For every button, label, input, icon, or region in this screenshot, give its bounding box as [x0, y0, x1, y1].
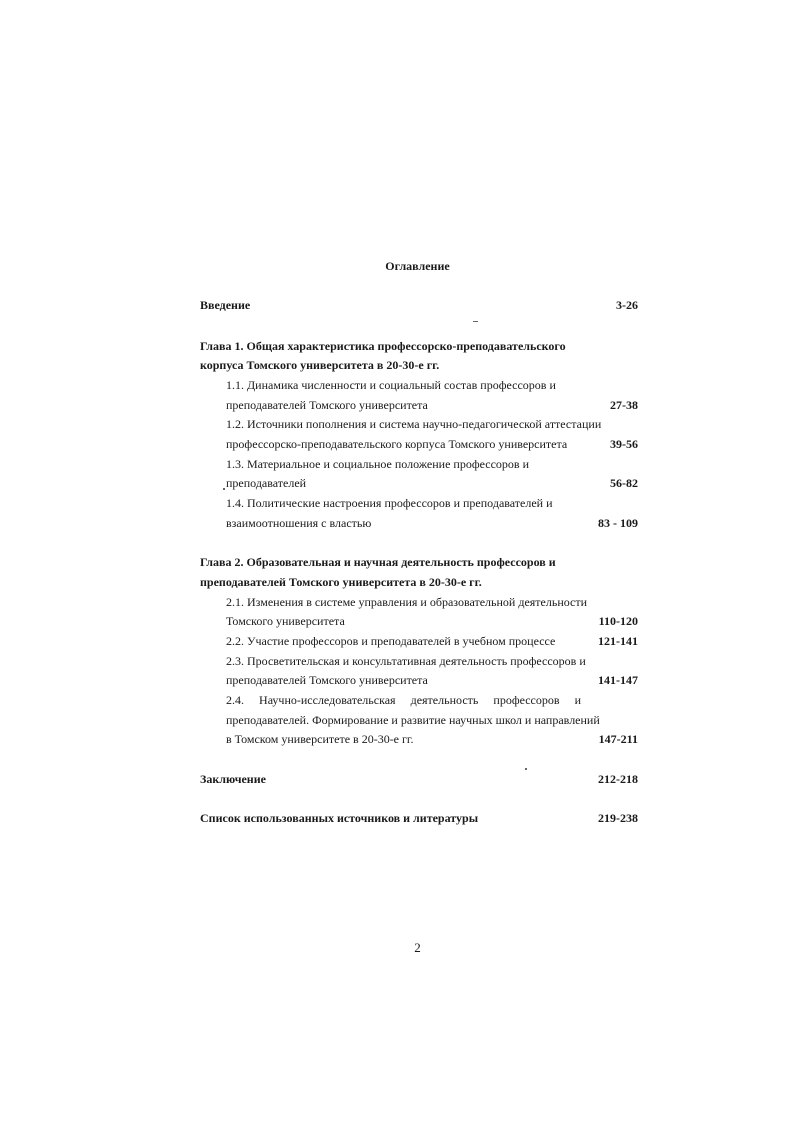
toc-entry-label: преподавателей Томского университета — [226, 673, 428, 687]
toc-entry-pages: 39-56 — [610, 437, 638, 451]
toc-entry-label: Список использованных источников и литературы — [200, 811, 479, 825]
toc-word: деятельность — [410, 693, 479, 707]
toc-entry-pages: 219-238 — [598, 811, 638, 825]
toc-entry-1-1-line-1: 1.1. Динамика численности и социальный состав профессоров и — [226, 378, 556, 392]
toc-entry-sources — [200, 810, 638, 826]
toc-entry-label: 2.2. Участие профессоров и преподавателей в учебном процессе — [226, 634, 556, 648]
toc-entry-label: профессорско-преподавательского корпуса Томского университета — [226, 437, 568, 451]
toc-entry-pages: 147-211 — [598, 732, 638, 746]
toc-entry-1-3-line-1: 1.3. Материальное и социальное положение профессоров и — [226, 457, 529, 471]
toc-entry-1-1-line-2 — [226, 397, 638, 413]
toc-entry-intro — [200, 297, 638, 313]
toc-entry-2-1-line-1: 2.1. Изменения в системе управления и образовательной деятельности — [226, 595, 588, 609]
toc-entry-label: Введение — [200, 298, 251, 312]
toc-entry-1-2-line-2 — [226, 436, 638, 452]
chapter-1-heading-line-1: Глава 1. Общая характеристика профессорско-преподавательского — [200, 339, 566, 353]
toc-entry-2-4-line-2: преподавателей. Формирование и развитие научных школ и направлений — [226, 713, 600, 727]
toc-entry-1-3-line-2 — [226, 475, 638, 491]
toc-entry-pages: 110-120 — [598, 614, 638, 628]
toc-entry-label: в Томском университете в 20-30-е гг. — [226, 732, 414, 746]
toc-entry-2-4-line-3 — [226, 731, 638, 747]
toc-entry-pages: 56-82 — [610, 476, 638, 490]
toc-entry-1-4-line-1: 1.4. Политические настроения профессоров и преподавателей и — [226, 496, 553, 510]
toc-word: 2.4. — [226, 693, 244, 707]
toc-entry-label: Заключение — [200, 772, 266, 786]
chapter-2-heading-line-1: Глава 2. Образовательная и научная деятельность профессоров и — [200, 555, 556, 569]
toc-entry-pages: 27-38 — [610, 398, 638, 412]
toc-entry-pages: 83 - 109 — [598, 516, 638, 530]
toc-entry-label: Томского университета — [226, 614, 345, 628]
toc-entry-pages: 121-141 — [598, 634, 638, 648]
toc-entry-label: преподавателей — [226, 476, 307, 490]
toc-entry-2-1-line-2 — [226, 613, 638, 629]
toc-entry-1-2-line-1: 1.2. Источники пополнения и система научно-педагогической аттестации — [226, 417, 602, 431]
toc-entry-pages: 212-218 — [598, 772, 638, 786]
toc-entry-2-3-line-2 — [226, 672, 638, 688]
toc-entry-label: взаимоотношения с властью — [226, 516, 372, 530]
toc-word: и — [574, 693, 581, 707]
toc-entry-2-2 — [226, 633, 638, 649]
page-number: 2 — [414, 940, 421, 955]
chapter-2-heading-line-2: преподавателей Томского университета в 20-30-е гг. — [200, 575, 482, 589]
toc-word: профессоров — [493, 693, 560, 707]
toc-entry-1-4-line-2 — [226, 515, 638, 531]
toc-title: Оглавление — [385, 259, 450, 273]
scan-speck — [223, 488, 225, 490]
toc-entry-label: преподавателей Томского университета — [226, 398, 428, 412]
toc-entry-conclusion — [200, 771, 638, 787]
scan-speck — [525, 768, 527, 770]
toc-entry-pages: 141-147 — [598, 673, 638, 687]
toc-entry-pages: 3-26 — [616, 298, 638, 312]
toc-entry-2-4-line-1 — [226, 692, 581, 708]
toc-word: Научно-исследовательская — [259, 693, 396, 707]
scan-speck — [473, 321, 478, 322]
chapter-1-heading-line-2: корпуса Томского университета в 20-30-е гг. — [200, 358, 440, 372]
toc-entry-2-3-line-1: 2.3. Просветительская и консультативная деятельность профессоров и — [226, 654, 586, 668]
